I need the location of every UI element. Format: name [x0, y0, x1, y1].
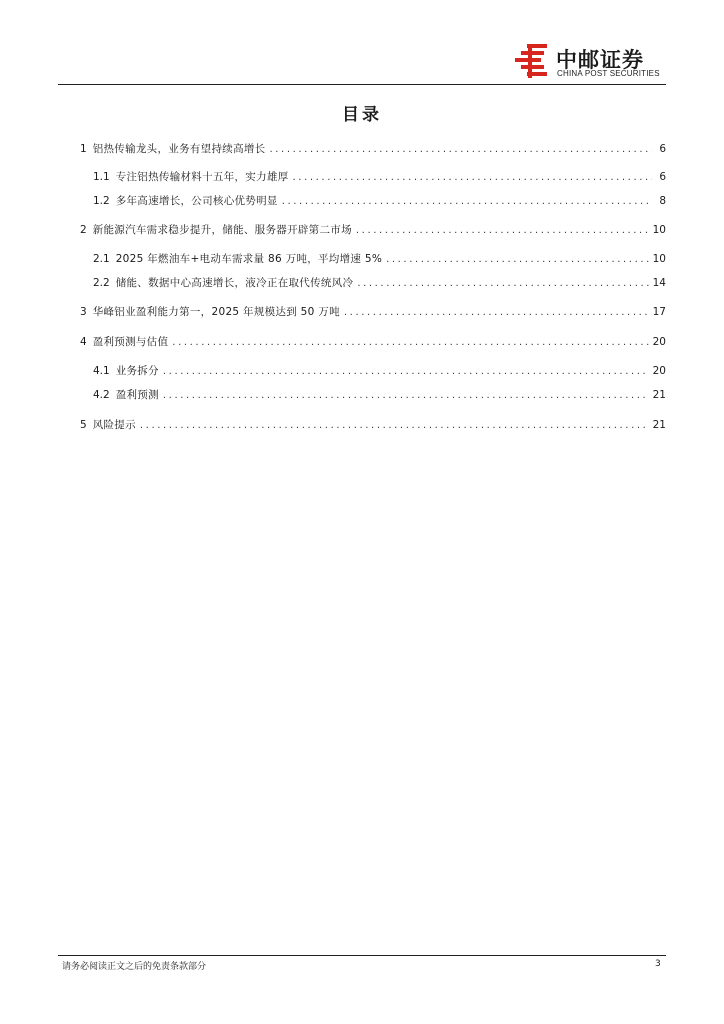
page-number: 3	[655, 959, 661, 969]
toc-entry-number: 4.1	[93, 365, 110, 377]
toc-entry[interactable]	[80, 222, 666, 238]
disclaimer-note: 请务必阅读正文之后的免责条款部分	[62, 962, 207, 972]
toc-entry[interactable]	[80, 417, 666, 433]
toc-entry[interactable]	[93, 193, 666, 209]
toc-leader-dots	[386, 254, 649, 265]
toc-entry-text: 盈利预测	[115, 389, 159, 401]
toc-entry-number: 5	[80, 419, 87, 431]
header-divider	[58, 84, 666, 85]
toc-entry[interactable]	[93, 275, 666, 291]
toc-entry-text: 风险提示	[92, 419, 136, 431]
toc-leader-dots	[293, 172, 652, 183]
toc-leader-dots	[140, 420, 649, 431]
toc-entry-number: 1	[80, 143, 87, 155]
toc-entry-number: 1.2	[93, 195, 110, 207]
toc-entry[interactable]	[80, 334, 666, 350]
toc-entry[interactable]	[93, 169, 666, 185]
toc-entry-number: 3	[80, 306, 87, 318]
toc-entry[interactable]	[80, 141, 666, 157]
toc-entry[interactable]	[80, 304, 666, 320]
toc-leader-dots	[172, 337, 648, 348]
toc-leader-dots	[356, 225, 649, 236]
toc-leader-dots	[344, 307, 649, 318]
footer-divider	[58, 955, 666, 956]
toc-entry-page: 6	[659, 171, 666, 183]
toc-entry-page: 10	[652, 224, 666, 236]
toc-title: 目录	[342, 105, 382, 125]
brand-name-cn: 中邮证券	[556, 48, 644, 72]
toc-entry-number: 2.2	[93, 277, 110, 289]
page-header	[0, 0, 724, 90]
toc-entry-text: 2025 年燃油车+电动车需求量 86 万吨，平均增速 5%	[115, 253, 383, 265]
toc-entry-page: 14	[652, 277, 666, 289]
toc-entry-text: 专注铝热传输材料十五年，实力雄厚	[115, 171, 289, 183]
toc-entry-page: 21	[652, 419, 666, 431]
toc-leader-dots	[282, 196, 652, 207]
toc-entry-page: 10	[652, 253, 666, 265]
toc-entry-number: 1.1	[93, 171, 110, 183]
toc-entry-number: 2.1	[93, 253, 110, 265]
toc-entry-page: 20	[652, 365, 666, 377]
toc-entry-number: 4.2	[93, 389, 110, 401]
toc-entry-page: 6	[659, 143, 666, 155]
toc-entry-number: 2	[80, 224, 87, 236]
toc-leader-dots	[163, 366, 649, 377]
toc-entry[interactable]	[93, 251, 666, 267]
toc-entry-page: 21	[652, 389, 666, 401]
toc-entry-text: 业务拆分	[115, 365, 159, 377]
toc-entry-page: 8	[659, 195, 666, 207]
toc-entry-text: 铝热传输龙头，业务有望持续高增长	[92, 143, 266, 155]
toc-entry-number: 4	[80, 336, 87, 348]
toc-entry-text: 新能源汽车需求稳步提升，储能、服务器开辟第二市场	[92, 224, 352, 236]
toc-leader-dots	[270, 144, 653, 155]
toc-leader-dots	[163, 390, 649, 401]
toc-entry-text: 华峰铝业盈利能力第一，2025 年规模达到 50 万吨	[92, 306, 340, 318]
toc-entry[interactable]	[93, 363, 666, 379]
company-logo	[512, 42, 670, 82]
toc-entry-text: 盈利预测与估值	[92, 336, 169, 348]
brand-name-en: CHINA POST SECURITIES	[557, 69, 660, 78]
toc-leader-dots	[357, 278, 648, 289]
toc-entry-text: 储能、数据中心高速增长，液冷正在取代传统风冷	[115, 277, 354, 289]
china-post-logo-icon	[512, 42, 550, 80]
toc-entry-page: 20	[652, 336, 666, 348]
toc-entry[interactable]	[93, 387, 666, 403]
toc-entry-text: 多年高速增长，公司核心优势明显	[115, 195, 278, 207]
toc-entry-page: 17	[652, 306, 666, 318]
